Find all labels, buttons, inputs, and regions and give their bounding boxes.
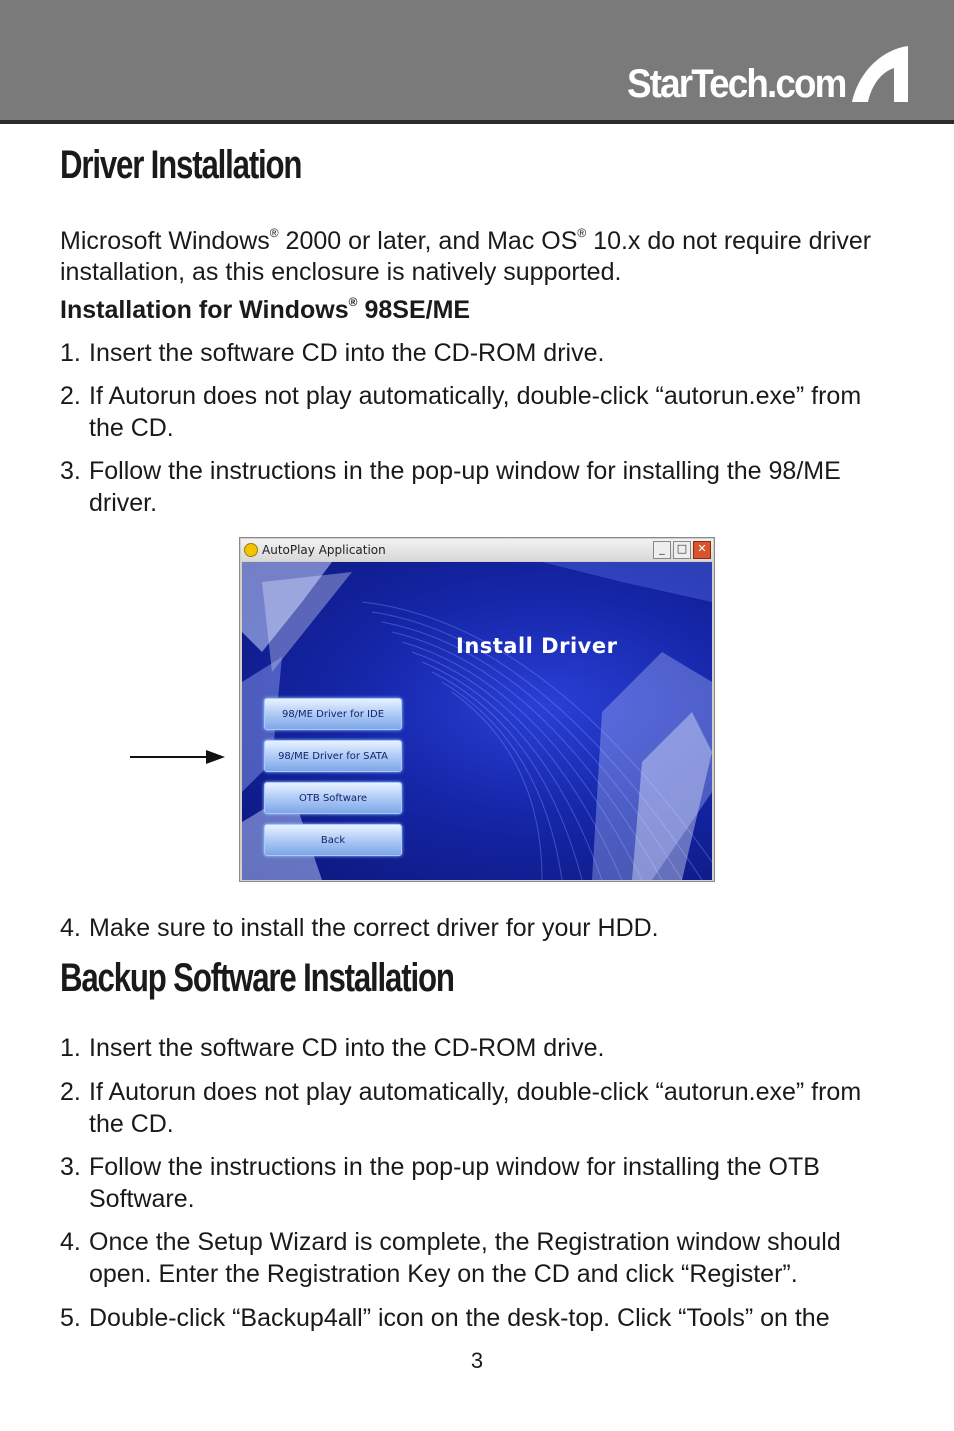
step-number: 4.: [60, 1228, 81, 1256]
logo-swoosh-icon: [850, 44, 910, 104]
logo-text: StarTech.com: [627, 62, 846, 106]
intro-text-c: 10.x do not require driver installation, as this enclosure is natively supported.: [60, 227, 872, 286]
page-header: [0, 0, 954, 124]
startech-logo: [608, 44, 910, 104]
step-text: If Autorun does not play automatically, double-click “autorun.exe” from the CD.: [89, 1078, 862, 1138]
autoplay-canvas: [242, 562, 712, 880]
step-number: 2.: [60, 382, 81, 410]
section-title-backup-software: Backup Software Installation: [60, 956, 454, 1000]
list-item: [60, 455, 900, 519]
intro-text-a: Microsoft Windows: [60, 227, 270, 255]
step-number: 4.: [60, 914, 81, 942]
arrow-right-icon: [130, 747, 226, 767]
registered-mark: ®: [269, 226, 279, 240]
registered-mark: ®: [577, 226, 587, 240]
step-text: Follow the instructions in the pop-up window for installing the 98/ME driver.: [89, 457, 841, 517]
page-number: 3: [470, 1348, 484, 1373]
list-item: [60, 1151, 900, 1215]
list-item: [60, 1076, 900, 1140]
step-number: 3.: [60, 457, 81, 485]
step-text: Insert the software CD into the CD-ROM drive.: [89, 339, 605, 367]
step-number: 1.: [60, 339, 81, 367]
step-number: 3.: [60, 1153, 81, 1181]
step-text: If Autorun does not play automatically, double-click “autorun.exe” from the CD.: [89, 382, 862, 442]
step-text: Insert the software CD into the CD-ROM drive.: [89, 1034, 605, 1062]
maximize-icon[interactable]: □: [673, 541, 691, 559]
autoplay-app-icon: [244, 543, 258, 557]
list-item: [60, 1302, 900, 1334]
step-text: Double-click “Backup4all” icon on the desk-top. Click “Tools” on the: [89, 1304, 830, 1332]
list-item: [60, 912, 900, 944]
intro-text-b: 2000 or later, and Mac OS: [278, 227, 578, 255]
step-number: 1.: [60, 1034, 81, 1062]
registered-mark: ®: [348, 295, 358, 309]
step-text: Once the Setup Wizard is complete, the Registration window should open. Enter the Registration Key on the CD and click “Register”.: [89, 1228, 841, 1288]
close-icon[interactable]: ✕: [693, 541, 711, 559]
window-titlebar: [241, 539, 713, 561]
section-title-driver-installation: Driver Installation: [60, 143, 302, 187]
minimize-icon[interactable]: _: [653, 541, 671, 559]
list-item: [60, 1032, 900, 1064]
step-number: 5.: [60, 1304, 81, 1332]
list-item: [60, 1226, 900, 1290]
driver-ide-button[interactable]: 98/ME Driver for IDE: [264, 698, 402, 730]
otb-software-button[interactable]: OTB Software: [264, 782, 402, 814]
step-text: Make sure to install the correct driver for your HDD.: [89, 914, 659, 942]
intro-paragraph: [60, 218, 900, 288]
window-controls: [653, 541, 711, 559]
list-item: [60, 337, 900, 369]
subheading-text-b: 98SE/ME: [357, 296, 471, 324]
autoplay-window-screenshot: [239, 537, 715, 882]
driver-sata-button[interactable]: 98/ME Driver for SATA: [264, 740, 402, 772]
back-button[interactable]: Back: [264, 824, 402, 856]
install-driver-heading: Install Driver: [456, 634, 618, 658]
window-title: AutoPlay Application: [262, 543, 386, 557]
step-number: 2.: [60, 1078, 81, 1106]
step-text: Follow the instructions in the pop-up window for installing the OTB Software.: [89, 1153, 820, 1213]
subheading-windows-98: [60, 295, 470, 325]
list-item: [60, 380, 900, 444]
subheading-text-a: Installation for Windows: [60, 296, 349, 324]
